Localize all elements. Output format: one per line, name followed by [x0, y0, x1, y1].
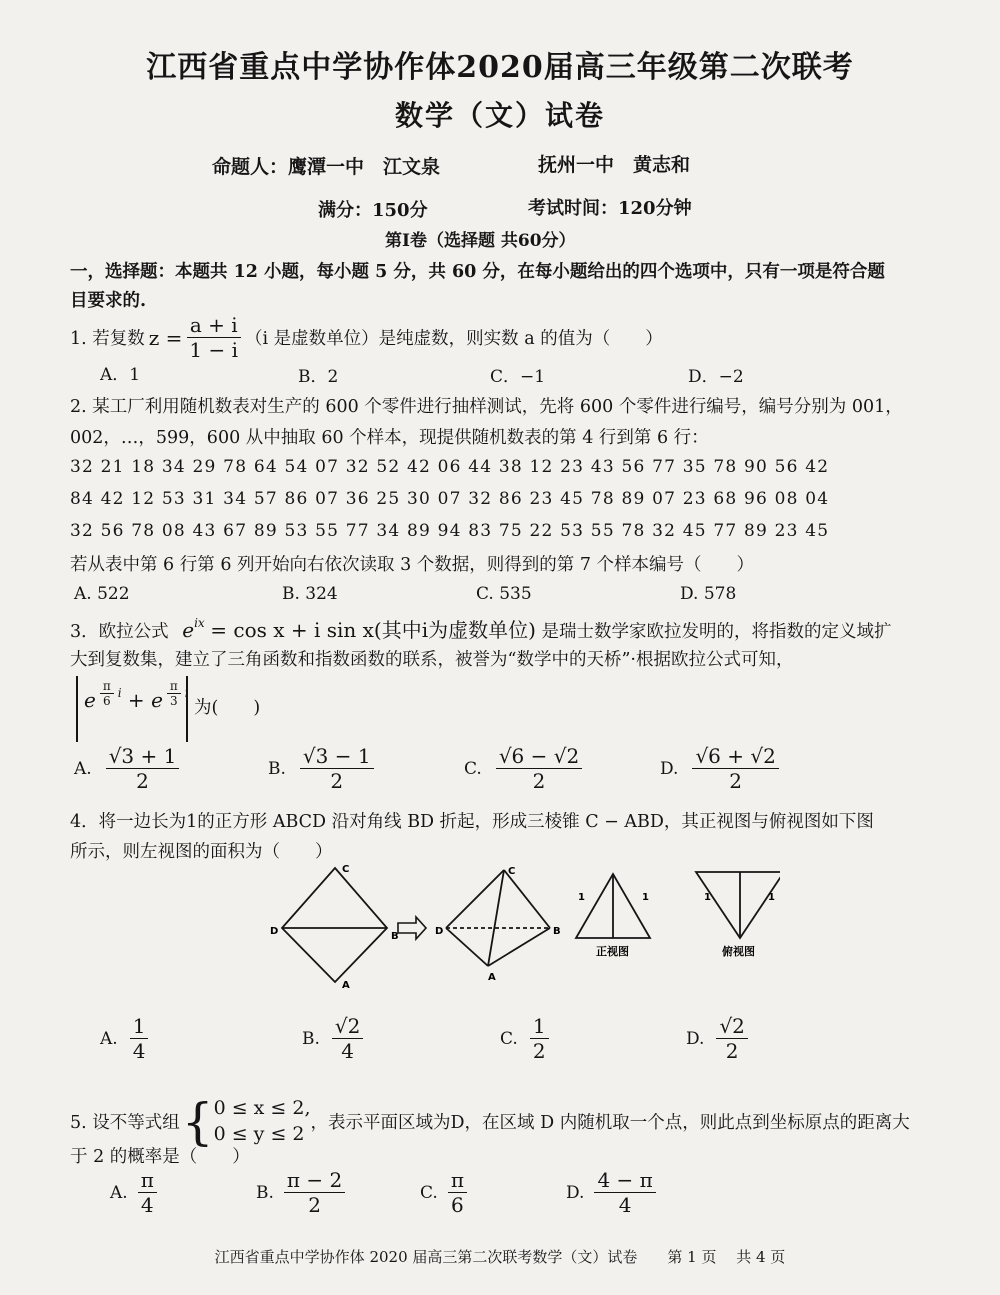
q5-option-d-letter: D.: [566, 1182, 585, 1203]
top-view-triangle: [696, 872, 780, 938]
volume-heading: 第Ⅰ卷（选择题 共60分）: [385, 231, 576, 251]
q5-suffix: ，表示平面区域为D，在区域 D 内随机取一个点，则此点到坐标原点的距离大: [310, 1113, 910, 1134]
q2-line-1: 2. 某工厂利用随机数表对生产的 600 个零件进行抽样测试，先将 600 个零件进行编号，编号分别为 001，: [70, 397, 903, 417]
q4-option-a-den: 4: [132, 1039, 146, 1063]
tetrahedron: [446, 870, 550, 966]
q1-option-d: D．−2: [688, 367, 744, 387]
authors-line: [212, 152, 440, 179]
q3-option-c-den: 2: [532, 769, 546, 793]
q3-option-a-den: 2: [136, 769, 149, 793]
q2-option-c: C. 535: [476, 584, 532, 604]
fig2-label-c: C: [508, 866, 516, 877]
q4-option-d-num: √2: [716, 1014, 747, 1039]
q1-prefix: 1. 若复数: [70, 329, 145, 349]
q5-option-d-num: 4 − π: [594, 1168, 655, 1193]
q4-figure: [260, 860, 780, 990]
exam-time: 考试时间：120分钟: [528, 198, 692, 219]
q3-line-1: [70, 614, 892, 643]
front-view-triangle: [576, 874, 650, 938]
q5-option-b: [256, 1168, 349, 1217]
q3-option-a: [74, 744, 183, 793]
section-instruction-1: 一，选择题：本题共 12 小题，每小题 5 分，共 60 分，在每小题给出的四个选项中，只有一项是符合题: [70, 262, 885, 282]
q5-line-2: 于 2 的概率是（ ）: [70, 1147, 250, 1167]
q5-prefix: 5. 设不等式组: [70, 1113, 180, 1134]
q3-option-b-den: 2: [330, 769, 344, 793]
fig1-label-a: A: [342, 980, 350, 990]
front-view-label: 正视图: [596, 945, 629, 958]
q1-fraction: [186, 313, 241, 362]
q3-option-c: [464, 744, 586, 793]
q3-option-d: [660, 744, 783, 793]
q5-option-b-num: π − 2: [284, 1168, 345, 1193]
authors-label: 命题人：: [212, 156, 289, 178]
question-1: [70, 313, 663, 362]
q5-option-b-den: 2: [308, 1193, 321, 1217]
random-table-row-5: 84 42 12 53 31 34 57 86 07 36 25 30 07 32 86 23 45 78 89 07 23 68 96 08 04: [70, 489, 830, 509]
top-view-label: 俯视图: [722, 945, 755, 958]
q3-option-d-num: √6 + √2: [692, 744, 778, 769]
q1-option-a: A．1: [100, 365, 141, 385]
q3-continuation: 是瑞士数学家欧拉发明的，将指数的定义域扩: [541, 622, 892, 642]
square-abcd: [282, 868, 387, 982]
q1-z: z =: [148, 325, 183, 350]
q4-option-c: [500, 1014, 553, 1063]
inequality-2: 0 ≤ y ≤ 2: [213, 1122, 305, 1145]
q3-option-c-letter: C.: [464, 758, 482, 779]
q4-line-1: 4．将一边长为1的正方形 ABCD 沿对角线 BD 折起，形成三棱锥 C − ABD，其正视图与俯视图如下图: [70, 812, 874, 832]
q4-option-d-letter: D.: [686, 1028, 705, 1049]
q5-option-c-letter: C.: [420, 1182, 438, 1203]
left-brace: {: [181, 1092, 214, 1151]
author-1: 鹰潭一中 江文泉: [288, 156, 441, 178]
exam-title: 江西省重点中学协作体2020届高三年级第二次联考: [146, 50, 854, 85]
q5-option-b-letter: B.: [256, 1182, 274, 1203]
top-view-side-left: 1: [704, 892, 711, 903]
inequality-system: [214, 1096, 311, 1147]
q2-line-2: 002，…，599，600 从中抽取 60 个样本，现提供随机数表的第 4 行到第 6 行：: [70, 428, 709, 448]
q4-option-a-num: 1: [130, 1014, 149, 1039]
front-view-side-right: 1: [642, 892, 649, 903]
q4-option-c-den: 2: [532, 1039, 546, 1063]
q3-option-d-den: 2: [729, 769, 743, 793]
q4-option-b-den: 4: [341, 1039, 354, 1063]
q3-expression: e $^{\frac{\pi}{6} i}$ + e $^{\frac{\pi}{3} i}$: [84, 678, 189, 712]
question-5: [70, 1092, 910, 1151]
q4-option-a: [100, 1014, 152, 1063]
inequality-1: 0 ≤ x ≤ 2,: [213, 1097, 311, 1119]
fig1-label-c: C: [342, 864, 350, 875]
q1-option-b: B．2: [298, 367, 339, 387]
q3-option-c-num: √6 − √2: [496, 744, 582, 769]
q5-option-d-den: 4: [618, 1193, 632, 1217]
author-2: 抚州一中 黄志和: [538, 154, 691, 176]
q4-option-d-den: 2: [725, 1039, 739, 1063]
q3-prefix: 3．欧拉公式: [70, 622, 169, 642]
q4-option-d: [686, 1014, 752, 1063]
section-instruction-2: 目要求的.: [70, 291, 147, 311]
q4-option-c-num: 1: [530, 1014, 549, 1039]
q2-option-b: B. 324: [282, 584, 338, 604]
q3-option-a-letter: A.: [74, 758, 92, 779]
front-view-side-left: 1: [578, 892, 585, 903]
fig2-label-b: B: [553, 926, 561, 937]
q3-option-b-num: √3 − 1: [300, 744, 374, 769]
q2-option-a: A. 522: [74, 584, 130, 604]
q1-option-c: C．−1: [490, 367, 546, 387]
q5-option-a: [110, 1168, 161, 1217]
q5-option-c: [420, 1168, 471, 1217]
q5-option-a-num: π: [138, 1168, 157, 1193]
q3-option-a-num: √3 + 1: [106, 744, 180, 769]
q5-option-c-den: 6: [451, 1193, 464, 1217]
q1-denominator: 1 − i: [189, 338, 239, 362]
q3-line-2: 大到复数集，建立了三角函数和指数函数的联系，被誉为“数学中的天桥”·根据欧拉公式可知，: [70, 650, 794, 670]
q4-line-2: 所示，则左视图的面积为（ ）: [70, 842, 333, 862]
q4-option-b-num: √2: [332, 1014, 363, 1039]
q4-option-b-letter: B.: [302, 1028, 320, 1049]
q5-option-a-den: 4: [140, 1193, 154, 1217]
q3-euler-formula: = cos x + i sin x(其中i为虚数单位): [210, 618, 536, 642]
q5-option-d: [566, 1168, 660, 1217]
q4-option-b: [302, 1014, 367, 1063]
q4-option-a-letter: A.: [100, 1028, 118, 1049]
full-score: 满分：150分: [318, 200, 428, 221]
q4-option-c-letter: C.: [500, 1028, 518, 1049]
page-footer: 江西省重点中学协作体 2020 届高三第二次联考数学（文）试卷 第 1 页 共 4 页: [214, 1248, 786, 1266]
random-table-row-6: 32 56 78 08 43 67 89 53 55 77 34 89 94 83 75 22 53 55 78 32 45 77 89 23 45: [70, 521, 830, 541]
q3-option-b: [268, 744, 378, 793]
fig1-label-b: B: [391, 931, 399, 942]
q2-line-3: 若从表中第 6 行第 6 列开始向右依次读取 3 个数据，则得到的第 7 个样本编号（ ）: [70, 555, 755, 575]
fig1-label-d: D: [270, 926, 279, 937]
fig2-label-d: D: [435, 926, 444, 937]
random-table-row-4: 32 21 18 34 29 78 64 54 07 32 52 42 06 44 38 12 23 43 56 77 35 78 90 56 42: [70, 457, 830, 477]
abs-bar-left: [76, 676, 78, 742]
q1-suffix: （i 是虚数单位）是纯虚数，则实数 a 的值为（ ）: [245, 329, 663, 349]
q5-option-a-letter: A.: [110, 1182, 128, 1203]
arrow-right-icon: [398, 917, 426, 939]
exam-subtitle: 数学（文）试卷: [394, 99, 605, 132]
q3-euler-lhs: $e^{ix}$: [182, 616, 205, 642]
fig2-label-a: A: [488, 972, 496, 983]
abs-bar-right: [186, 676, 188, 742]
q5-option-c-num: π: [448, 1168, 467, 1193]
top-view-side-right: 1: [768, 892, 775, 903]
q1-numerator: a + i: [187, 313, 241, 338]
q2-option-d: D. 578: [680, 584, 737, 604]
q3-option-d-letter: D.: [660, 758, 679, 779]
q3-option-b-letter: B.: [268, 758, 286, 779]
q3-tail: 为( ): [194, 698, 261, 718]
